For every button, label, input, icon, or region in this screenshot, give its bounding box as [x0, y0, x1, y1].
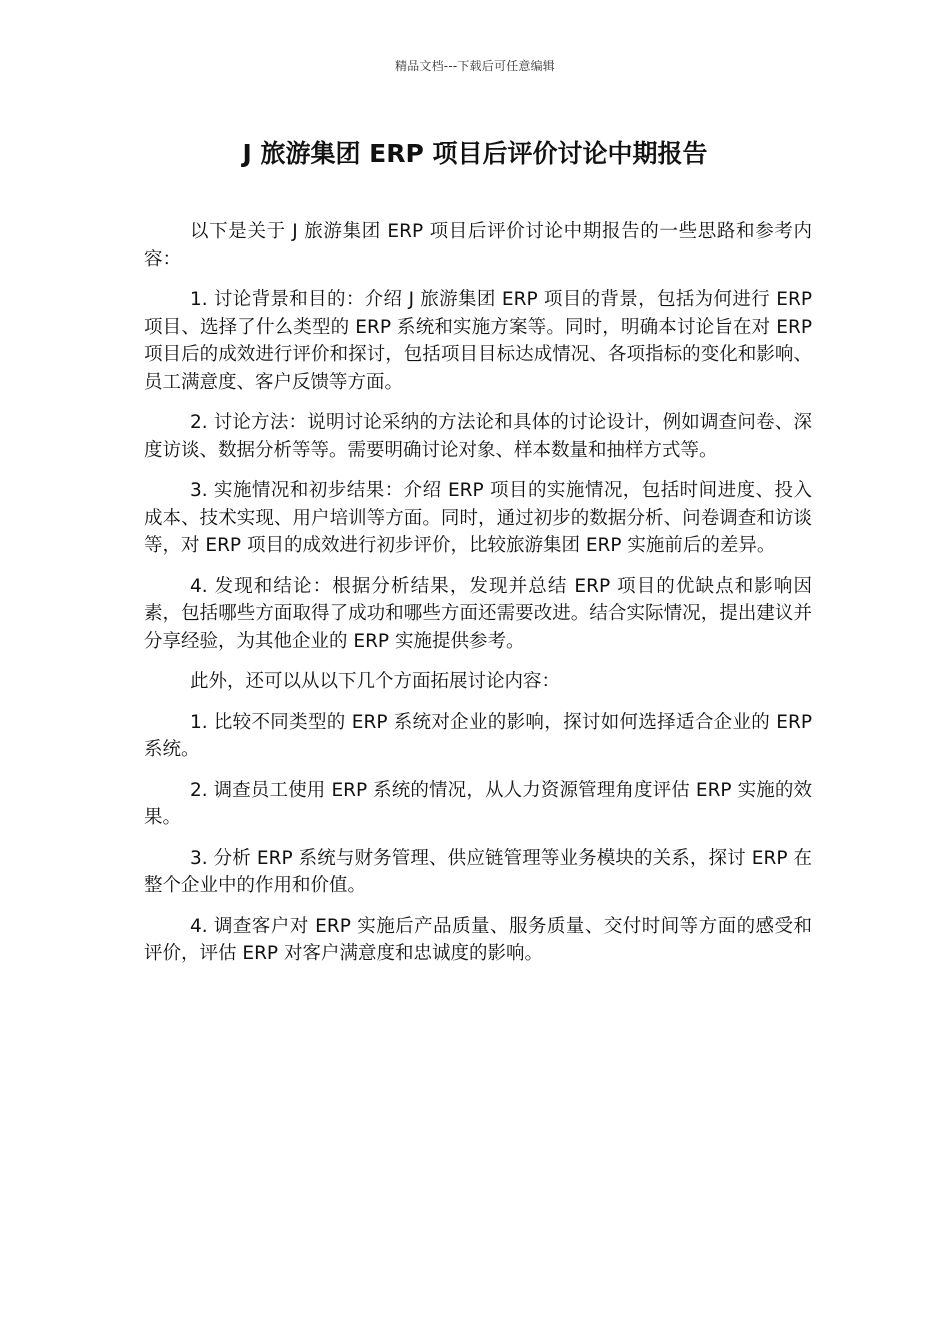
paragraph-extension-1: 1. 比较不同类型的 ERP 系统对企业的影响，探讨如何选择适合企业的 ERP 系统。 — [144, 711, 812, 760]
paragraph-method: 2. 讨论方法：说明讨论采纳的方法论和具体的讨论设计，例如调查问卷、深度访谈、数据分析等等。需要明确讨论对象、样本数量和抽样方式等。 — [144, 412, 812, 461]
paragraph-implementation: 3. 实施情况和初步结果：介绍 ERP 项目的实施情况，包括时间进度、投入成本、技术实现、用户培训等方面。同时，通过初步的数据分析、问卷调查和访谈等，对 ERP 项目的成效进行初步评价，比较旅游集团 ERP 实施前后的差异。 — [144, 480, 812, 556]
paragraph-extension-intro: 此外，还可以从以下几个方面拓展讨论内容： — [190, 671, 561, 692]
paragraph-findings: 4. 发现和结论：根据分析结果，发现并总结 ERP 项目的优缺点和影响因素，包括哪些方面取得了成功和哪些方面还需要改进。结合实际情况，提出建议并分享经验，为其他企业的 ERP 实施提供参考。 — [144, 575, 812, 652]
paragraph-background: 1. 讨论背景和目的：介绍 J 旅游集团 ERP 项目的背景，包括为何进行 ERP 项目、选择了什么类型的 ERP 系统和实施方案等。同时，明确本讨论旨在对 ERP 项目后的成效进行评价和探讨，包括项目目标达成情况、各项指标的变化和影响、员工满意度、客户反馈等方面。 — [144, 289, 812, 393]
intro-paragraph: 以下是关于 J 旅游集团 ERP 项目后评价讨论中期报告的一些思路和参考内容： — [144, 221, 812, 270]
header-note: 精品文档---下载后可任意编辑 — [395, 59, 555, 73]
document-title: J 旅游集团 ERP 项目后评价讨论中期报告 — [242, 139, 708, 168]
paragraph-extension-2: 2. 调查员工使用 ERP 系统的情况，从人力资源管理角度评估 ERP 实施的效果。 — [144, 779, 812, 828]
document-body — [144, 218, 812, 981]
paragraph-extension-4: 4. 调查客户对 ERP 实施后产品质量、服务质量、交付时间等方面的感受和评价，评估 ERP 对客户满意度和忠诚度的影响。 — [144, 915, 812, 964]
paragraph-extension-3: 3. 分析 ERP 系统与财务管理、供应链管理等业务模块的关系，探讨 ERP 在整个企业中的作用和价值。 — [144, 847, 812, 896]
